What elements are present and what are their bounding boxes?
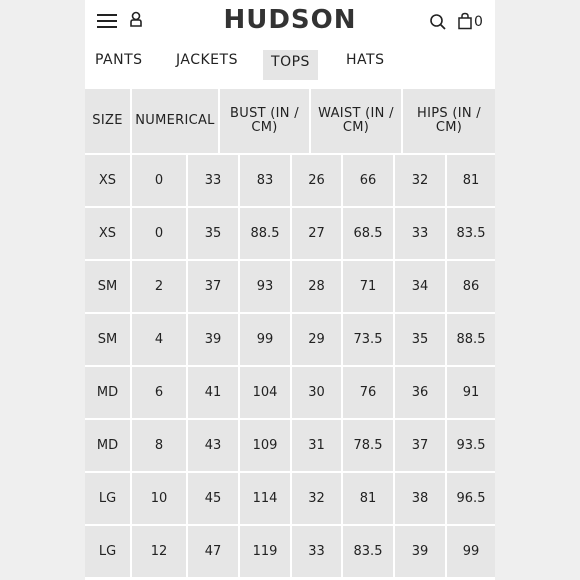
cell-numerical: 0 <box>132 155 186 206</box>
bag-icon[interactable] <box>457 12 473 30</box>
header-hips: HIPS (IN / CM) <box>403 89 495 153</box>
cell-bust-cm: 93 <box>240 261 290 312</box>
cell-waist-in: 30 <box>292 367 341 418</box>
cell-waist-cm: 83.5 <box>343 526 393 577</box>
cell-bust-in: 45 <box>188 473 238 524</box>
cell-numerical: 6 <box>132 367 186 418</box>
cell-size: SM <box>85 314 130 365</box>
cell-size: XS <box>85 208 130 259</box>
cell-hips-in: 36 <box>395 367 445 418</box>
header-bust: BUST (IN / CM) <box>220 89 309 153</box>
cell-waist-in: 28 <box>292 261 341 312</box>
cell-bust-cm: 83 <box>240 155 290 206</box>
header-size: SIZE <box>85 89 130 153</box>
cell-bust-cm: 114 <box>240 473 290 524</box>
cell-hips-in: 34 <box>395 261 445 312</box>
cell-waist-cm: 68.5 <box>343 208 393 259</box>
bag-count: 0 <box>474 14 483 30</box>
cell-hips-in: 38 <box>395 473 445 524</box>
cell-waist-cm: 66 <box>343 155 393 206</box>
cell-bust-in: 33 <box>188 155 238 206</box>
cell-size: LG <box>85 473 130 524</box>
cell-numerical: 12 <box>132 526 186 577</box>
brand-logo[interactable]: HUDSON <box>223 5 357 35</box>
cell-hips-in: 39 <box>395 526 445 577</box>
tab-hats[interactable]: HATS <box>346 52 385 68</box>
cell-hips-cm: 86 <box>447 261 495 312</box>
cell-bust-in: 41 <box>188 367 238 418</box>
cell-waist-in: 27 <box>292 208 341 259</box>
cell-size: MD <box>85 420 130 471</box>
cell-hips-cm: 93.5 <box>447 420 495 471</box>
header-waist: WAIST (IN / CM) <box>311 89 401 153</box>
cell-waist-cm: 76 <box>343 367 393 418</box>
cell-numerical: 2 <box>132 261 186 312</box>
cell-bust-in: 37 <box>188 261 238 312</box>
cell-waist-in: 31 <box>292 420 341 471</box>
cell-hips-in: 32 <box>395 155 445 206</box>
header-numerical: NUMERICAL <box>132 89 218 153</box>
tab-pants[interactable]: PANTS <box>95 52 143 68</box>
cell-bust-cm: 109 <box>240 420 290 471</box>
cell-waist-in: 32 <box>292 473 341 524</box>
cell-bust-in: 39 <box>188 314 238 365</box>
cell-hips-cm: 91 <box>447 367 495 418</box>
cell-bust-cm: 88.5 <box>240 208 290 259</box>
cell-numerical: 0 <box>132 208 186 259</box>
site-header <box>85 0 495 44</box>
cell-waist-cm: 78.5 <box>343 420 393 471</box>
category-tabs <box>85 44 495 80</box>
cell-hips-cm: 99 <box>447 526 495 577</box>
search-icon[interactable] <box>429 13 447 31</box>
cell-bust-cm: 99 <box>240 314 290 365</box>
cell-size: MD <box>85 367 130 418</box>
cell-numerical: 4 <box>132 314 186 365</box>
cell-hips-in: 35 <box>395 314 445 365</box>
cell-hips-in: 33 <box>395 208 445 259</box>
cell-waist-cm: 71 <box>343 261 393 312</box>
cell-waist-in: 33 <box>292 526 341 577</box>
cell-bust-in: 43 <box>188 420 238 471</box>
tab-tops[interactable]: TOPS <box>263 50 318 80</box>
cell-size: XS <box>85 155 130 206</box>
cell-waist-in: 26 <box>292 155 341 206</box>
cell-size: SM <box>85 261 130 312</box>
cell-hips-cm: 83.5 <box>447 208 495 259</box>
cell-hips-cm: 88.5 <box>447 314 495 365</box>
cell-size: LG <box>85 526 130 577</box>
size-chart-page <box>85 0 495 580</box>
tab-jackets[interactable]: JACKETS <box>176 52 238 68</box>
cell-waist-cm: 73.5 <box>343 314 393 365</box>
cell-bust-in: 35 <box>188 208 238 259</box>
cell-bust-cm: 119 <box>240 526 290 577</box>
cell-waist-cm: 81 <box>343 473 393 524</box>
cell-hips-in: 37 <box>395 420 445 471</box>
cell-waist-in: 29 <box>292 314 341 365</box>
cell-bust-in: 47 <box>188 526 238 577</box>
cell-hips-cm: 81 <box>447 155 495 206</box>
cell-numerical: 8 <box>132 420 186 471</box>
cell-numerical: 10 <box>132 473 186 524</box>
cell-hips-cm: 96.5 <box>447 473 495 524</box>
cell-bust-cm: 104 <box>240 367 290 418</box>
